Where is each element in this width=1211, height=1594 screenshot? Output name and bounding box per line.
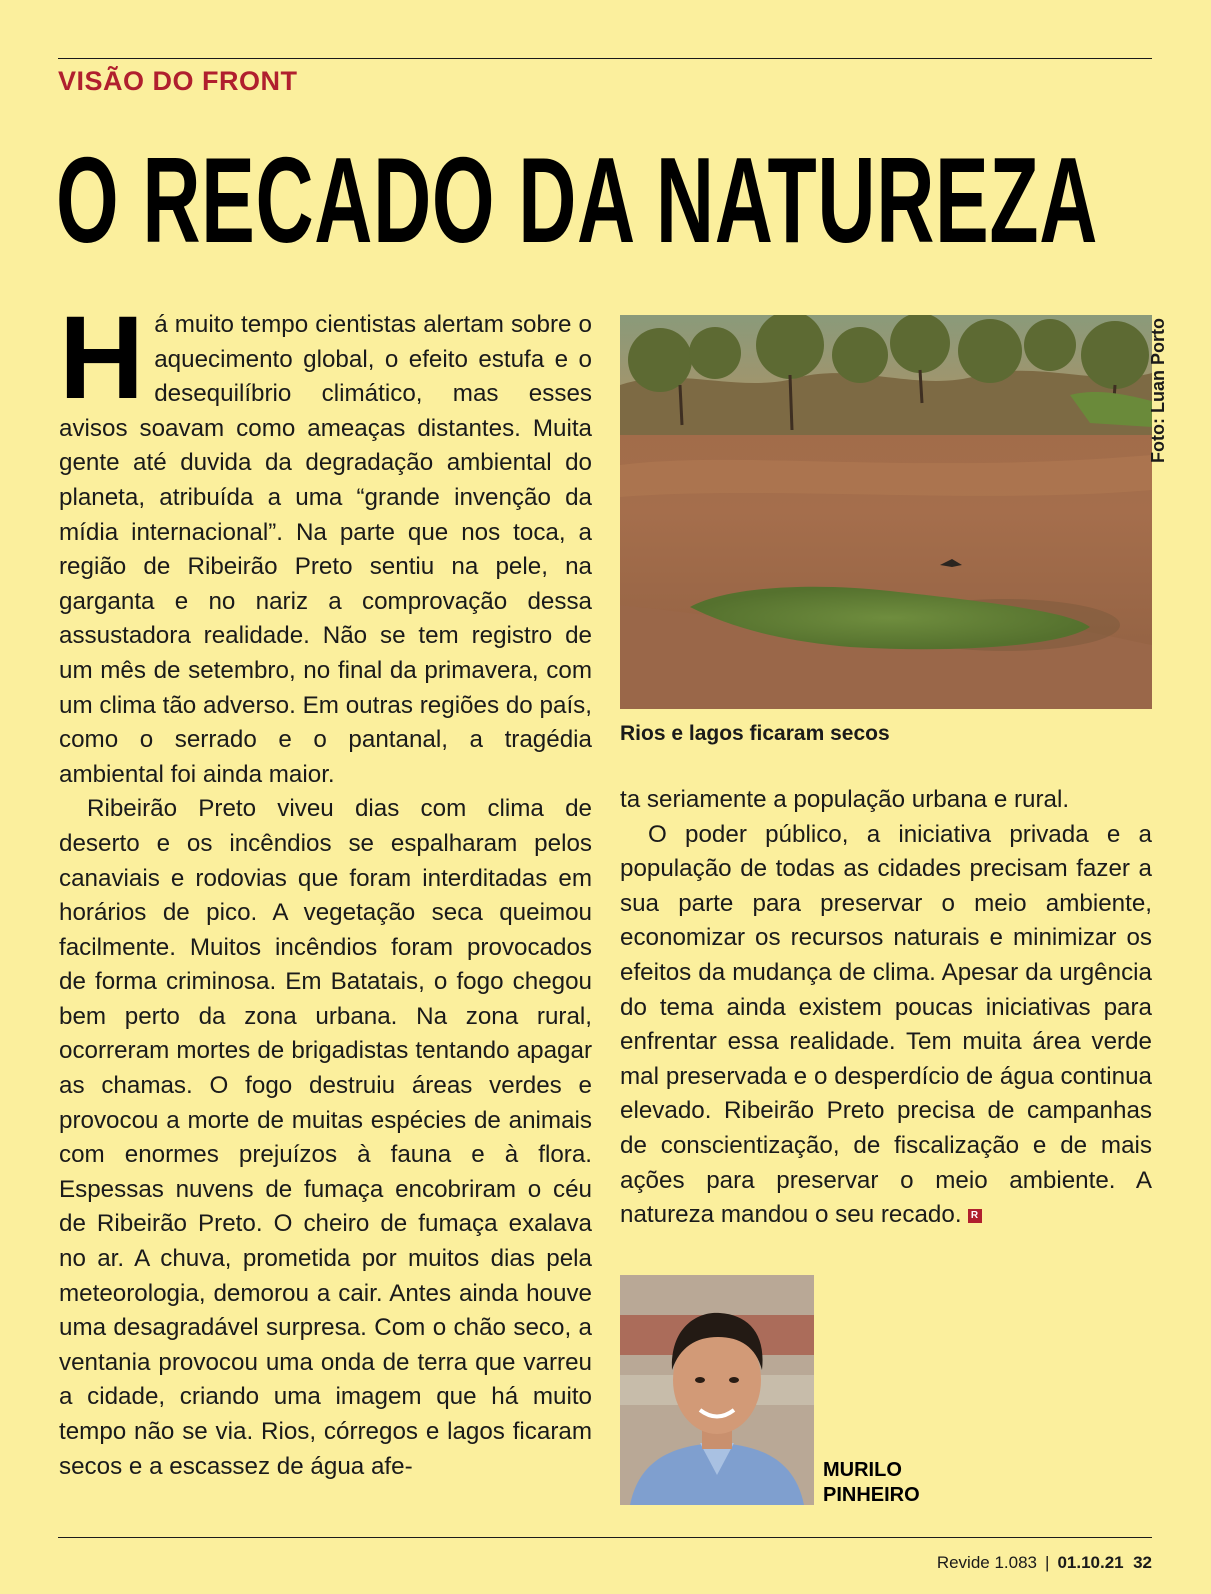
end-mark-icon: R [968,1209,982,1223]
footer-separator: | [1045,1553,1050,1572]
dropcap: H [59,292,145,424]
bottom-rule [58,1537,1152,1538]
author-name [823,1458,963,1508]
photo-caption: Rios e lagos ficaram secos [620,722,890,745]
paragraph-2: Ribeirão Preto viveu dias com clima de deserto e os incêndios se espalharam pelos canaviais e rodovias que foram interditadas em horários de pico. A vegetação seca queimou facilmente. Muitos incêndios foram provocados de forma criminosa. Em Batatais, o fogo chegou bem perto da zona urbana. Na zona rural, ocorreram mortes de brigadistas tentando apagar as chamas. O fogo destruiu áreas verdes e provocou a morte de muitas espécies de animais com enormes prejuízos à fauna e à flora. Espessas nuvens de fumaça encobriram o céu de Ribeirão Preto. O cheiro de fumaça exalava no ar. A chuva, prometida por muitos dias pela meteorologia, demorou a cair. Antes ainda houve uma desagradável surpresa. Com o chão seco, a ventania provocou uma onda de terra que varreu a cidade, criando uma imagem que há muito tempo não se via. Rios, córregos e lagos ficaram secos e a escassez de água afe- [59,795,592,1480]
page-footer [937,1553,1152,1573]
issue-date: 01.10.21 [1057,1553,1124,1572]
headline: O RECADO DA NATUREZA [56,132,1099,268]
author-last-name: PINHEIRO [823,1484,920,1506]
paragraph-4: O poder público, a iniciativa privada e a população de todas as cidades precisam fazer a sua parte para preservar o meio ambiente, economizar os recursos naturais e minimizar os efeitos da mudança de clima. Apesar da urgência do tema ainda existem poucas iniciativas para enfrentar essa realidade. Tem muita área verde mal preservada e o desperdício de água continua elevado. Ribeirão Preto precisa de campanhas de conscientização, de fiscalização e de mais ações para preservar o meio ambiente. A natureza mandou o seu recado. [620,820,1152,1229]
section-label: VISÃO DO FRONT [58,66,298,96]
author-first-name: MURILO [823,1459,902,1481]
author-photo [620,1275,814,1505]
paragraph-1: á muito tempo cientistas alertam sobre o aquecimento global, o efeito estufa e o desequilíbrio climático, mas esses avisos soavam como ameaças distantes. Muita gente até duvida da degradação ambiental do planeta, atribuída a uma “grande invenção da mídia internacional”. Na parte que nos toca, a região de Ribeirão Preto sentiu na pele, na garganta e no nariz a comprovação dessa assustadora realidade. Não se tem registro de um mês de setembro, no final da primavera, com um clima tão adverso. Em outras regiões do país, como o serrado e o pantanal, a tragédia ambiental foi ainda maior. [59,311,592,788]
photo-credit: Foto: Luan Porto [1148,318,1168,463]
article-right-column [620,783,1152,1233]
top-rule [58,58,1152,59]
paragraph-3: ta seriamente a população urbana e rural. [620,786,1070,813]
dry-lake-photo [620,315,1152,709]
article-left-column [59,292,592,1484]
publication-issue: Revide 1.083 [936,1553,1038,1572]
page-number: 32 [1133,1553,1152,1572]
